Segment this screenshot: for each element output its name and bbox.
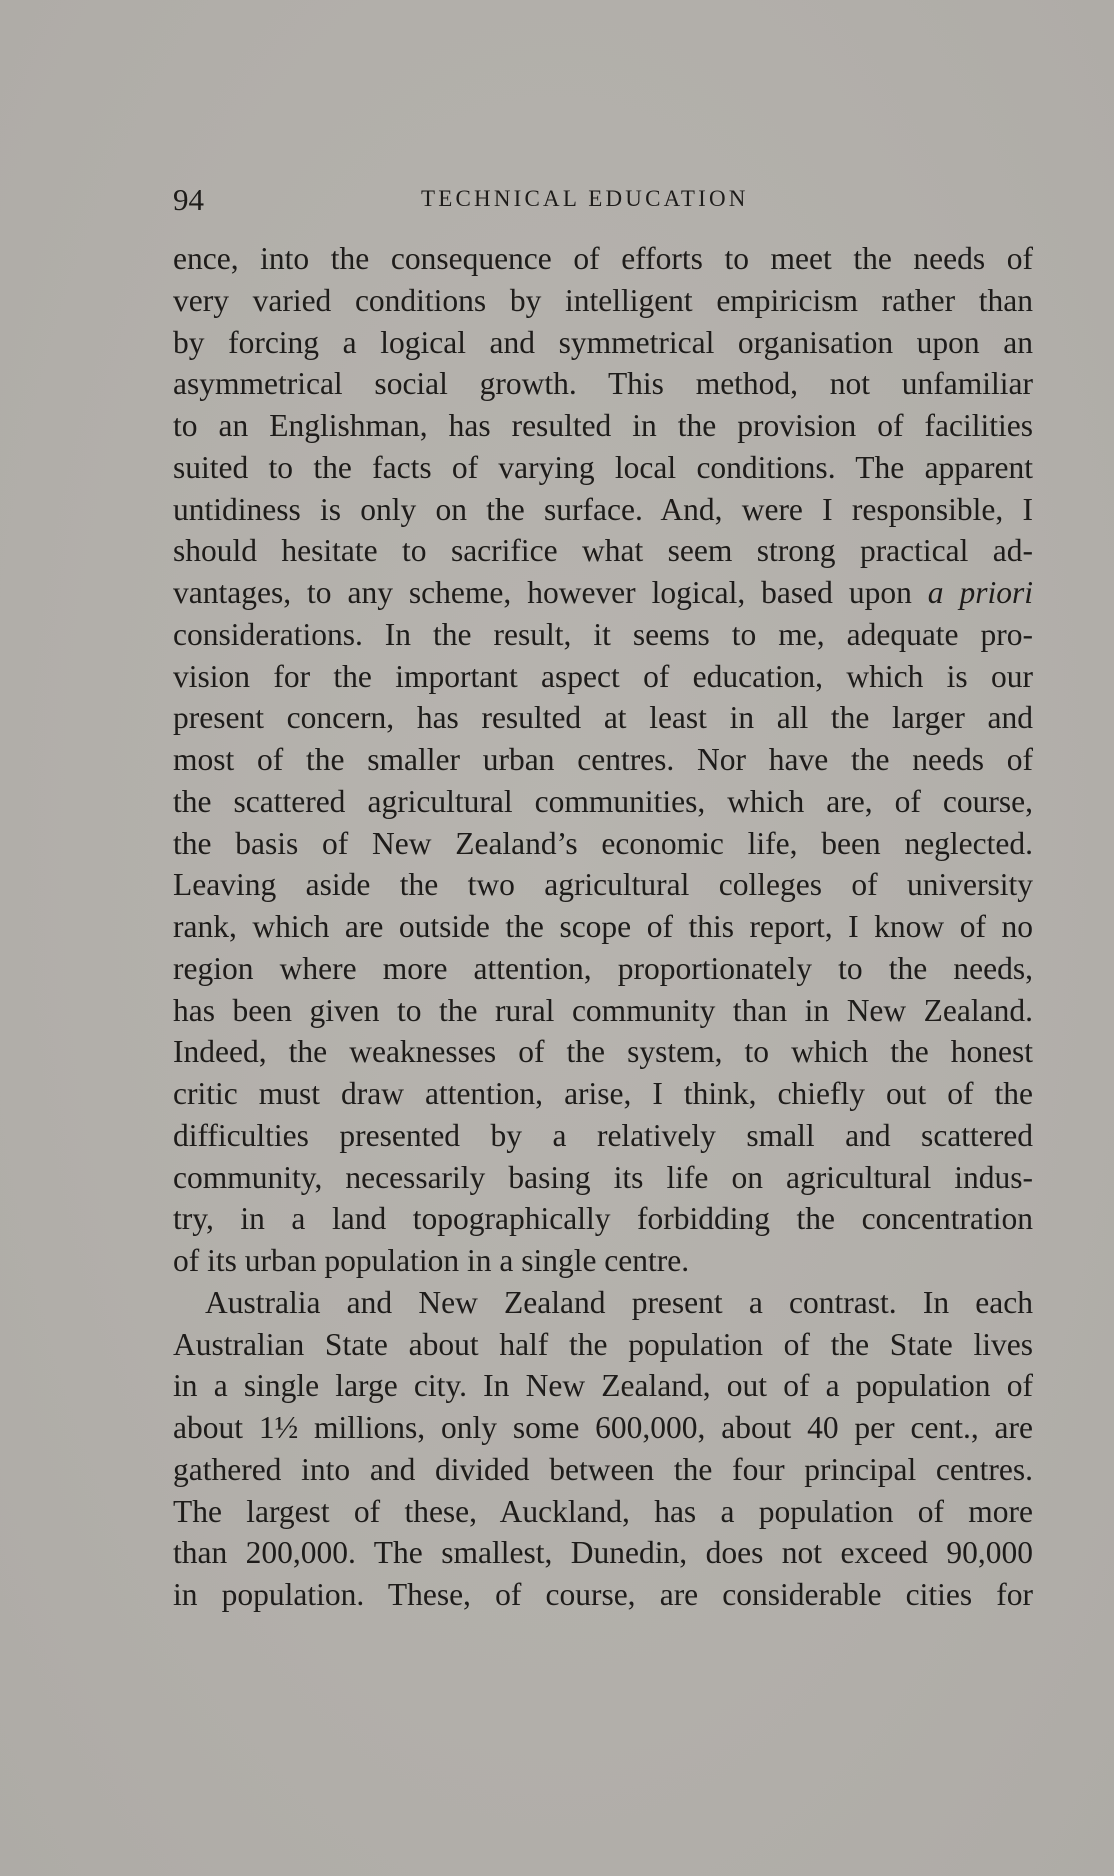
text-line: most of the smaller urban centres. Nor have the needs of xyxy=(173,742,1033,777)
text-line: in population. These, of course, are considerable cities for xyxy=(173,1577,1033,1612)
page-number: 94 xyxy=(173,182,204,217)
text-line: untidiness is only on the surface. And, were I responsible, I xyxy=(173,491,1033,527)
text-line: the scattered agricultural communities, which are, of course, xyxy=(173,783,1033,819)
italic-phrase: a priori xyxy=(927,575,1033,610)
text-run: vantages, to any scheme, however logical, based upon xyxy=(173,575,928,610)
text-line: has been given to the rural community than in New Zealand. xyxy=(173,992,1033,1028)
text-line: asymmetrical social growth. This method, not unfamiliar xyxy=(173,366,1033,402)
text-line: than 200,000. The smallest, Dunedin, does not exceed 90,000 xyxy=(173,1535,1033,1571)
text-line: Australia and New Zealand present a contrast. In each xyxy=(205,1284,1033,1320)
text-line: to an Englishman, has resulted in the provision of facilities xyxy=(173,408,1033,443)
text-line: should hesitate to sacrifice what seem strong practical ad- xyxy=(173,533,1033,569)
text-line: vision for the important aspect of education, which is our xyxy=(173,658,1033,694)
text-line: critic must draw attention, arise, I think, chiefly out of the xyxy=(173,1076,1033,1111)
text-line: gathered into and divided between the four principal centres. xyxy=(173,1451,1033,1487)
page-header xyxy=(173,178,1033,222)
text-line: about 1½ millions, only some 600,000, about 40 per cent., are xyxy=(173,1410,1033,1445)
text-line: The largest of these, Auckland, has a population of more xyxy=(173,1493,1033,1529)
text-line: suited to the facts of varying local conditions. The apparent xyxy=(173,449,1033,485)
text-line: the basis of New Zealand’s economic life, been neglected. xyxy=(173,825,1033,861)
text-line: rank, which are outside the scope of this report, I know of no xyxy=(173,909,1033,944)
text-line: considerations. In the result, it seems to me, adequate pro- xyxy=(173,616,1033,652)
text-line: present concern, has resulted at least in all the larger and xyxy=(173,700,1033,736)
text-line: Indeed, the weaknesses of the system, to which the honest xyxy=(173,1034,1033,1070)
text-line-with-italic xyxy=(173,572,1033,614)
body-text xyxy=(173,238,1033,1616)
text-line: Leaving aside the two agricultural colleges of university xyxy=(173,867,1033,903)
text-line: by forcing a logical and symmetrical organisation upon an xyxy=(173,324,1033,360)
text-line: difficulties presented by a relatively small and scattered xyxy=(173,1117,1033,1153)
text-line: of its urban population in a single centre. xyxy=(173,1243,690,1278)
text-line: very varied conditions by intelligent empiricism rather than xyxy=(173,282,1033,318)
text-line: community, necessarily basing its life on agricultural indus- xyxy=(173,1159,1033,1195)
text-line: ence, into the consequence of efforts to meet the needs of xyxy=(173,241,1033,276)
text-line: try, in a land topographically forbidding the concentration xyxy=(173,1201,1033,1237)
running-head: TECHNICAL EDUCATION xyxy=(421,186,749,211)
text-line: Australian State about half the population of the State lives xyxy=(173,1326,1033,1362)
text-line: region where more attention, proportionately to the needs, xyxy=(173,950,1033,986)
text-line: in a single large city. In New Zealand, out of a population of xyxy=(173,1368,1033,1404)
